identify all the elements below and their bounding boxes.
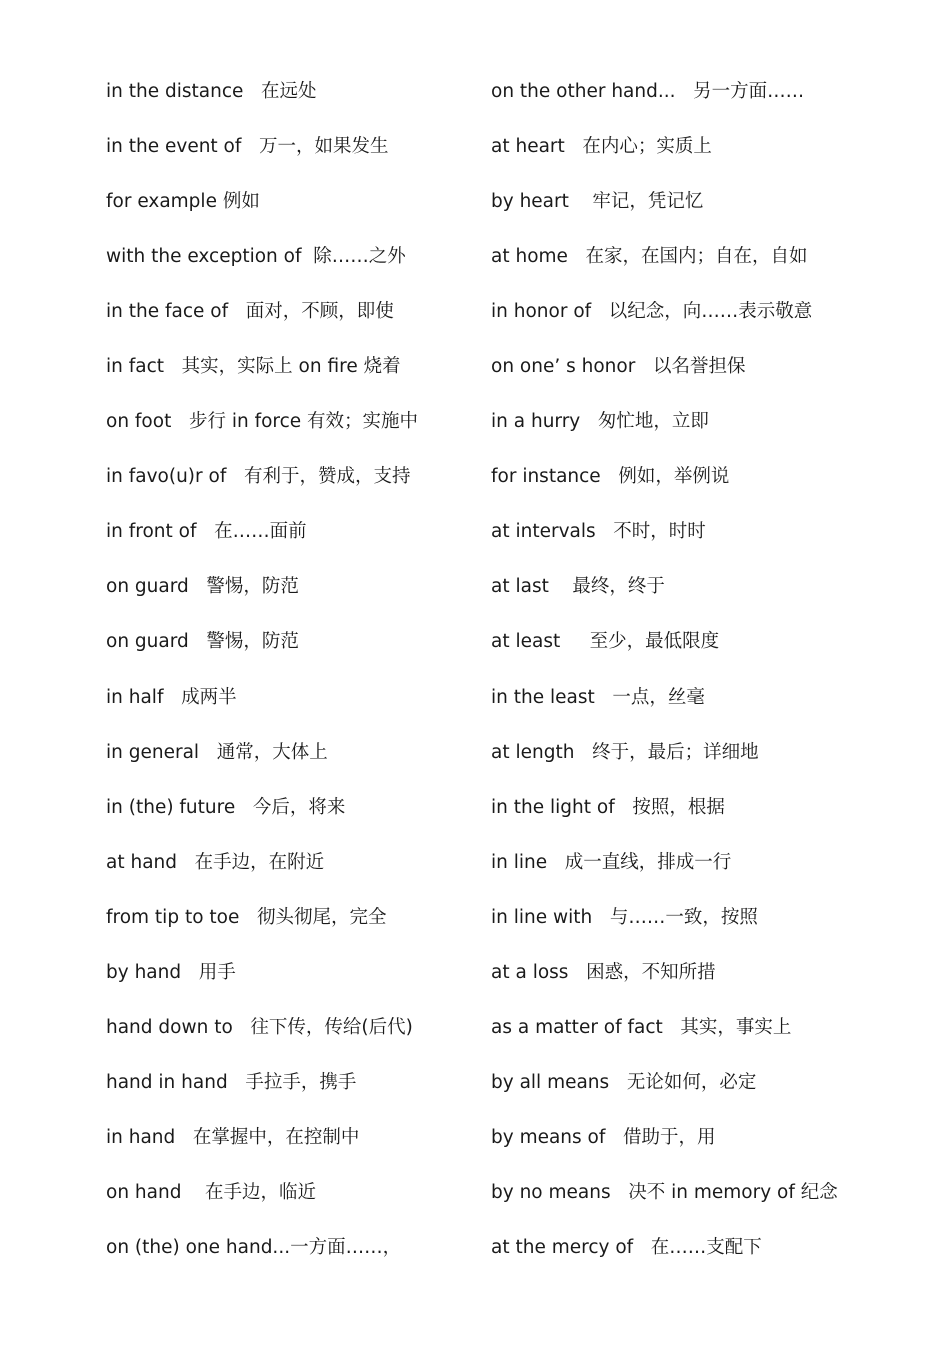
phrase-entry: in line with 与……一致，按照 [491, 906, 758, 928]
phrase-entry: on one’ s honor 以名誉担保 [491, 356, 746, 378]
phrase-entry: for instance 例如，举例说 [491, 466, 730, 488]
phrase-entry: with the exception of 除……之外 [106, 246, 406, 268]
phrase-entry: on (the) one hand...一方面……， [106, 1236, 402, 1258]
phrase-entry: at intervals 不时，时时 [491, 521, 706, 543]
phrase-entry: at last 最终，终于 [491, 576, 665, 598]
phrase-entry: on hand 在手边，临近 [106, 1181, 316, 1203]
phrase-entry: in general 通常，大体上 [106, 741, 328, 763]
phrase-entry: on foot 步行 in force 有效；实施中 [106, 411, 419, 433]
phrase-entry: in hand 在掌握中，在控制中 [106, 1126, 360, 1148]
phrase-entry: in line 成一直线，排成一行 [491, 851, 732, 873]
phrase-entry: at hand 在手边，在附近 [106, 851, 325, 873]
phrase-entry: hand down to 往下传，传给(后代) [106, 1016, 413, 1038]
phrase-entry: for example 例如 [106, 191, 260, 213]
phrase-entry: in the distance 在远处 [106, 81, 317, 102]
phrase-entry: as a matter of fact 其实，事实上 [491, 1016, 792, 1038]
right-phrase-column [491, 77, 901, 1288]
phrase-entry: by all means 无论如何，必定 [491, 1071, 757, 1093]
phrase-entry: on guard 警惕，防范 [106, 631, 299, 653]
phrase-entry: from tip to toe 彻头彻尾，完全 [106, 906, 387, 928]
phrase-entry: in honor of 以纪念，向……表示敬意 [491, 301, 813, 323]
phrase-entry: on guard 警惕，防范 [106, 576, 299, 598]
phrase-entry: in the least 一点，丝毫 [491, 686, 705, 708]
phrase-entry: at least 至少，最低限度 [491, 631, 720, 653]
phrase-entry: in fact 其实，实际上 on fire 烧着 [106, 356, 401, 378]
phrase-entry: in the event of 万一，如果发生 [106, 136, 389, 158]
phrase-entry: at home 在家，在国内；自在，自如 [491, 246, 808, 268]
phrase-entry: in a hurry 匆忙地，立即 [491, 411, 709, 433]
phrase-entry: in favo(u)r of 有利于，赞成，支持 [106, 466, 411, 488]
phrase-entry: in the light of 按照，根据 [491, 796, 725, 818]
phrase-entry: by no means 决不 in memory of 纪念 [491, 1181, 838, 1203]
phrase-entry: in front of 在……面前 [106, 521, 307, 543]
phrase-entry: at the mercy of 在……支配下 [491, 1236, 762, 1258]
left-phrase-column [106, 77, 476, 1288]
phrase-entry: in the face of 面对，不顾，即使 [106, 301, 394, 323]
phrase-entry: on the other hand... 另一方面…… [491, 81, 805, 102]
phrase-entry: by means of 借助于，用 [491, 1126, 716, 1148]
phrase-entry: in (the) future 今后，将来 [106, 796, 346, 818]
phrase-entry: hand in hand 手拉手，携手 [106, 1071, 357, 1093]
phrase-entry: at a loss 困惑，不知所措 [491, 961, 716, 983]
phrase-entry: at heart 在内心；实质上 [491, 136, 712, 158]
phrase-entry: in half 成两半 [106, 686, 237, 708]
phrase-entry: by heart 牢记，凭记忆 [491, 191, 704, 213]
phrase-entry: at length 终于，最后；详细地 [491, 741, 759, 763]
phrase-entry: by hand 用手 [106, 961, 236, 983]
